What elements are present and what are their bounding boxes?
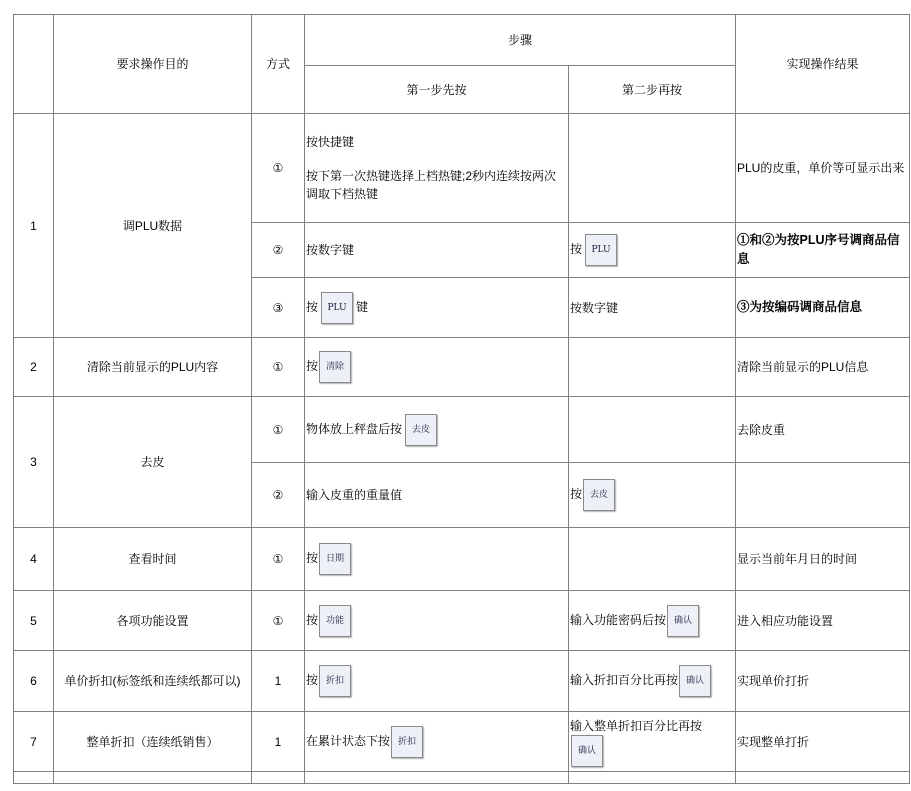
row1-m2-step1: 按数字键 [305, 223, 569, 278]
row1-m2-step2 [569, 223, 736, 278]
row3-m1-step1 [305, 397, 569, 463]
discount-key-image: 折扣 [391, 726, 423, 758]
plu-key-image: PLU [585, 234, 617, 266]
row1-m3-result: ③为按编码调商品信息 [736, 278, 910, 338]
row1-m3-method: ③ [252, 278, 305, 338]
header-steps: 步骤 [305, 15, 736, 66]
tare-key-image: 去皮 [583, 479, 615, 511]
row3-m2-step2 [569, 463, 736, 528]
row1-purpose: 调PLU数据 [54, 114, 252, 338]
row5-method: ① [252, 591, 305, 651]
confirm-key-image: 确认 [667, 605, 699, 637]
table-row [14, 528, 910, 591]
row6-method: 1 [252, 651, 305, 712]
row7-number: 7 [14, 712, 54, 772]
row1-number: 1 [14, 114, 54, 338]
row1-m1-method: ① [252, 114, 305, 223]
row3-m1-result: 去除皮重 [736, 397, 910, 463]
row5-purpose: 各项功能设置 [54, 591, 252, 651]
row3-number: 3 [14, 397, 54, 528]
row4-method: ① [252, 528, 305, 591]
row5-step1 [305, 591, 569, 651]
partial-cell [736, 772, 910, 784]
step-text: 在累计状态下按 [306, 733, 391, 748]
step-text: 按 [306, 299, 319, 314]
table-row [14, 114, 910, 223]
step-text: 按 [570, 487, 583, 502]
clear-key-image: 清除 [319, 351, 351, 383]
step-text: 按 [306, 359, 319, 374]
row7-step1 [305, 712, 569, 772]
step-text: 按 [570, 242, 583, 257]
confirm-key-image: 确认 [679, 665, 711, 697]
header-purpose: 要求操作目的 [54, 15, 252, 114]
plu-key-image: PLU [321, 292, 353, 324]
row4-step2 [569, 528, 736, 591]
row6-number: 6 [14, 651, 54, 712]
row5-result: 进入相应功能设置 [736, 591, 910, 651]
header-step1: 第一步先按 [305, 66, 569, 114]
row6-step1 [305, 651, 569, 712]
partial-cell [14, 772, 54, 784]
row7-result: 实现整单打折 [736, 712, 910, 772]
row4-step1 [305, 528, 569, 591]
partial-cell [569, 772, 736, 784]
row2-step2 [569, 338, 736, 397]
row3-m1-step2 [569, 397, 736, 463]
step-text: 按 [306, 673, 319, 688]
row7-step2 [569, 712, 736, 772]
partial-cell [252, 772, 305, 784]
row1-m1-step2 [569, 114, 736, 223]
step-text: 物体放上秤盘后按 [306, 421, 403, 436]
row5-number: 5 [14, 591, 54, 651]
step-text: 输入整单折扣百分比再按 [570, 718, 703, 733]
table-row [14, 397, 910, 463]
step-text: 键 [356, 299, 369, 314]
table-row [14, 591, 910, 651]
discount-key-image: 折扣 [319, 665, 351, 697]
row7-purpose: 整单折扣（连续纸销售） [54, 712, 252, 772]
table-row [14, 712, 910, 772]
row3-m2-method: ② [252, 463, 305, 528]
row1-m1-result: PLU的皮重，单价等可显示出来 [736, 114, 910, 223]
header-row-1 [14, 15, 910, 66]
row2-step1 [305, 338, 569, 397]
date-key-image: 日期 [319, 543, 351, 575]
row3-m2-step1: 输入皮重的重量值 [305, 463, 569, 528]
partial-cell [305, 772, 569, 784]
header-method: 方式 [252, 15, 305, 114]
step-text: 按 [306, 551, 319, 566]
row4-result: 显示当前年月日的时间 [736, 528, 910, 591]
partial-cell [54, 772, 252, 784]
header-result: 实现操作结果 [736, 15, 910, 114]
step-text: 输入折扣百分比再按 [570, 673, 679, 688]
row2-number: 2 [14, 338, 54, 397]
row1-m1-step1 [305, 114, 569, 223]
row3-m2-result [736, 463, 910, 528]
row5-step2 [569, 591, 736, 651]
corner-cell [14, 15, 54, 114]
row4-purpose: 查看时间 [54, 528, 252, 591]
row3-purpose: 去皮 [54, 397, 252, 528]
row2-result: 清除当前显示的PLU信息 [736, 338, 910, 397]
header-step2: 第二步再按 [569, 66, 736, 114]
row3-m1-method: ① [252, 397, 305, 463]
row1-m3-step2: 按数字键 [569, 278, 736, 338]
step-text: 输入功能密码后按 [570, 612, 667, 627]
row6-result: 实现单价打折 [736, 651, 910, 712]
row6-step2 [569, 651, 736, 712]
row1-m2-method: ② [252, 223, 305, 278]
step-text: 按快捷键 [306, 135, 355, 149]
row7-method: 1 [252, 712, 305, 772]
table-row [14, 651, 910, 712]
row1-m2-result: ①和②为按PLU序号调商品信息 [736, 223, 910, 278]
row1-m3-step1 [305, 278, 569, 338]
operation-manual-table [13, 14, 910, 784]
confirm-key-image: 确认 [571, 735, 603, 767]
row6-purpose: 单价折扣(标签纸和连续纸都可以) [54, 651, 252, 712]
row2-purpose: 清除当前显示的PLU内容 [54, 338, 252, 397]
table-row [14, 338, 910, 397]
step-text: 按 [306, 612, 319, 627]
row4-number: 4 [14, 528, 54, 591]
row2-method: ① [252, 338, 305, 397]
function-key-image: 功能 [319, 605, 351, 637]
tare-key-image: 去皮 [405, 414, 437, 446]
step-text: 按下第一次热键选择上档热键;2秒内连续按两次调取下档热键 [306, 169, 557, 201]
partial-row [14, 772, 910, 784]
